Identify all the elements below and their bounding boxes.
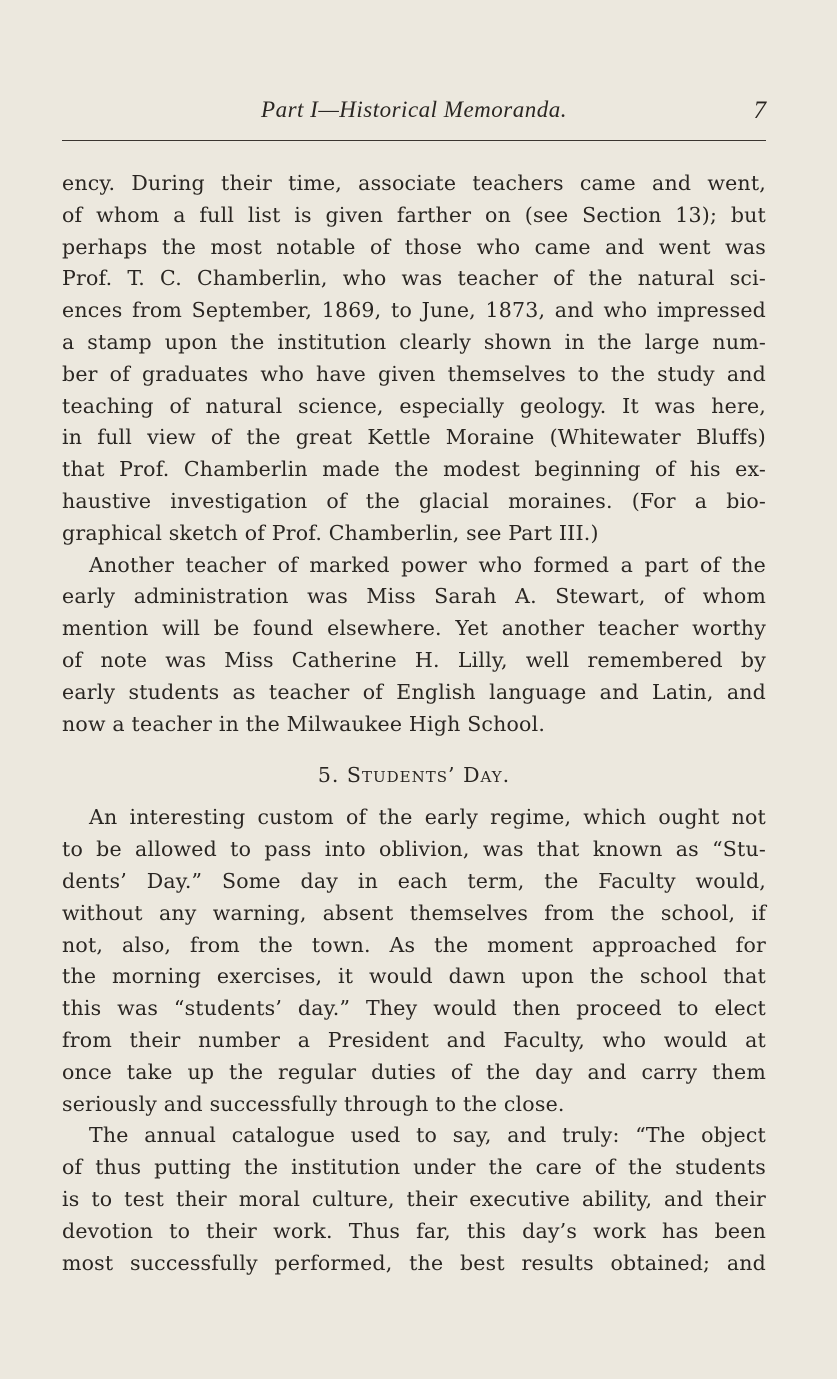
heading-small-caps: TUDENTS: [361, 768, 448, 787]
page-number: 7: [753, 97, 766, 124]
text-line: ency. During their time, associate teachers came and went,: [62, 171, 766, 195]
text-line: Prof. T. C. Chamberlin, who was teacher of the natural sci-: [62, 266, 766, 291]
text-line: early students as teacher of English language and Latin, and: [62, 679, 766, 704]
text-line: not, also, from the town. As the moment approached for: [62, 932, 766, 957]
text-line: devotion to their work. Thus far, this day’s work has been: [62, 1218, 766, 1243]
text-line: without any warning, absent themselves from the school, if: [62, 900, 766, 925]
paragraph: [62, 550, 766, 741]
text-line: most successfully performed, the best results obtained; and: [62, 1250, 766, 1275]
text-line: perhaps the most notable of those who came and went was: [62, 234, 766, 259]
running-title: Part I—Historical Memoranda.: [261, 97, 567, 122]
heading-small-caps: AY: [480, 768, 503, 787]
text-line: haustive investigation of the glacial moraines. (For a bio-: [62, 488, 766, 513]
text-line: seriously and successfully through to the close.: [62, 1091, 565, 1116]
text-line: ences from September, 1869, to June, 1873, and who impressed: [62, 298, 766, 323]
text-line: in full view of the great Kettle Moraine (Whitewater Bluffs): [62, 425, 766, 450]
text-line: from their number a President and Faculty, who would at: [62, 1027, 766, 1052]
page-header: [62, 97, 766, 131]
text-line: ber of graduates who have given themselves to the study and: [62, 361, 766, 386]
text-line: a stamp upon the institution clearly shown in the large num-: [62, 329, 766, 354]
section-heading: [62, 748, 766, 802]
text-line: mention will be found elsewhere. Yet another teacher worthy: [62, 616, 766, 641]
text-line: An interesting custom of the early regime, which ought not: [89, 805, 766, 830]
text-line: The annual catalogue used to say, and truly: “The object: [89, 1123, 766, 1148]
header-rule: [62, 140, 766, 141]
heading-cap: D: [463, 763, 481, 788]
text-line: of thus putting the institution under the care of the students: [62, 1155, 766, 1180]
text-line: of note was Miss Catherine H. Lilly, well remembered by: [62, 647, 766, 672]
heading-apostrophe: ’: [448, 763, 456, 788]
text-line: once take up the regular duties of the day and carry them: [62, 1059, 766, 1084]
text-line: early administration was Miss Sarah A. Stewart, of whom: [62, 584, 766, 609]
text-line: is to test their moral culture, their executive ability, and their: [62, 1186, 766, 1211]
body-text: [62, 168, 766, 1279]
heading-period: .: [502, 763, 511, 788]
text-line: Another teacher of marked power who formed a part of the: [89, 552, 766, 577]
text-line: graphical sketch of Prof. Chamberlin, see Part III.): [62, 520, 599, 545]
section-number: 5.: [317, 763, 340, 788]
text-line: the morning exercises, it would dawn upon the school that: [62, 964, 766, 989]
text-line: that Prof. Chamberlin made the modest beginning of his ex-: [62, 457, 766, 482]
paragraph: [62, 802, 766, 1120]
text-line: teaching of natural science, especially geology. It was here,: [62, 393, 766, 418]
paragraph: [62, 1120, 766, 1279]
heading-cap: S: [346, 763, 362, 788]
text-line: of whom a full list is given farther on (see Section 13); but: [62, 202, 766, 227]
text-line: to be allowed to pass into oblivion, was that known as “Stu-: [62, 837, 766, 862]
paragraph: [62, 168, 766, 550]
text-line: this was “students’ day.” They would then proceed to elect: [62, 996, 766, 1021]
text-line: now a teacher in the Milwaukee High School.: [62, 711, 546, 736]
text-line: dents’ Day.” Some day in each term, the Faculty would,: [62, 868, 766, 893]
